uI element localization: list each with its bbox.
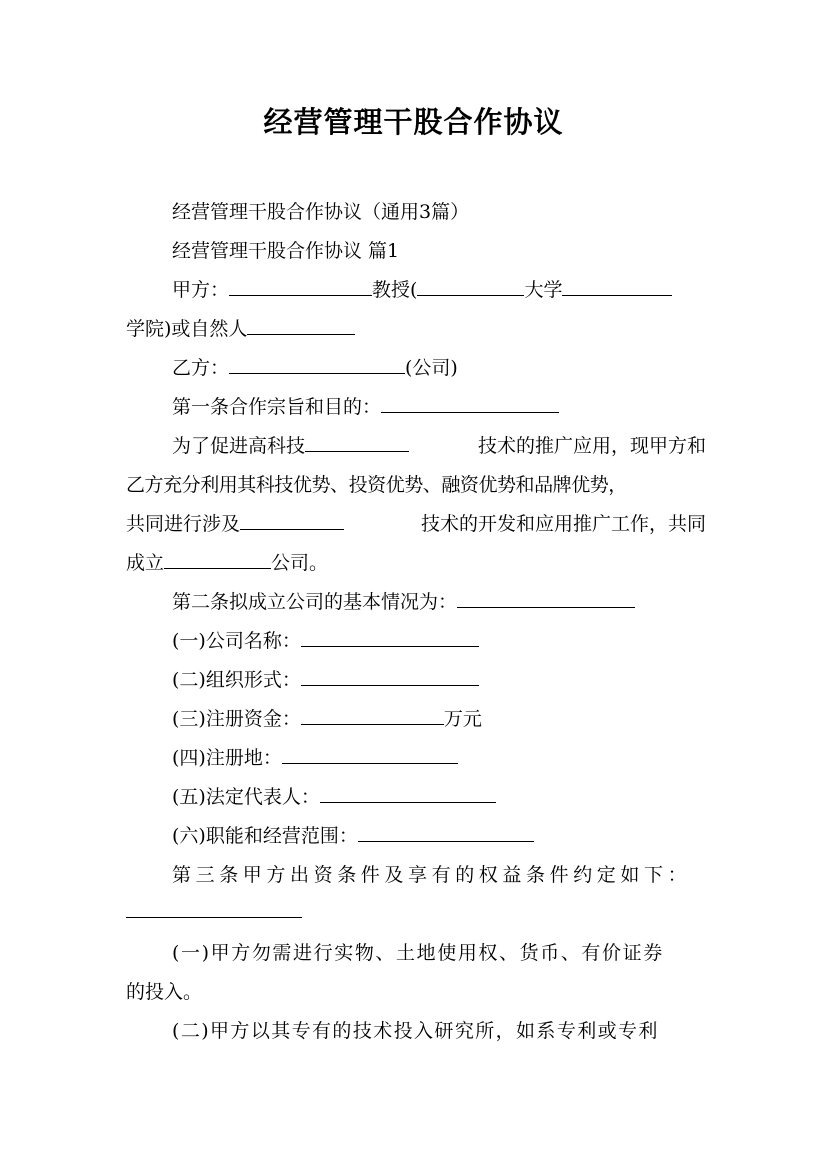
article-2-item-5 [172,782,706,812]
capital-unit: 万元 [443,708,482,730]
blank-field [229,355,405,374]
article-1-p3-end: 技术的开发和应用推广工作，共同 [420,513,706,535]
location-label: (四)注册地： [172,747,282,769]
article-2-heading-text: 第二条拟成立公司的基本情况为： [172,591,458,613]
company-name-label: (一)公司名称： [172,630,301,652]
blank-field [301,628,479,647]
org-form-label: (二)组织形式： [172,669,301,691]
blank-field [301,706,444,725]
article-2-item-1 [172,626,706,656]
blank-field [247,316,355,335]
blank-field [301,667,479,686]
article-3-item-2: (二)甲方以其专有的技术投入研究所，如系专利或专利 [172,1020,659,1042]
capital-label: (三)注册资金： [172,708,301,730]
blank-field [282,745,458,764]
blank-field [320,784,496,803]
article-2-heading [172,587,706,617]
blank-field [240,511,344,530]
article-1-p4-start: 成立 [126,552,165,574]
party-a-university: 大学 [524,279,563,301]
article-1-p1-start: 为了促进高科技 [172,435,306,457]
scope-label: (六)职能和经营范围： [172,825,358,847]
party-a-line [172,275,706,305]
article-1-para-3-left [126,509,344,539]
party-a-professor: 教授( [372,279,418,301]
blank-field [381,394,559,413]
party-a-line-2 [126,314,706,344]
article-1-heading [172,392,706,422]
blank-field [562,277,672,296]
subtitle: 经营管理干股合作协议（通用3篇） [172,201,470,223]
section-heading: 经营管理干股合作协议 篇1 [172,240,400,262]
article-2-item-3 [172,704,706,734]
party-b-line [172,353,706,383]
party-b-suffix: (公司) [405,357,458,379]
party-b-label: 乙方： [172,357,230,379]
article-1-para-1-left [172,431,409,461]
document-title: 经营管理干股合作协议 [263,105,564,139]
blank-field [305,433,409,452]
blank-field [457,589,635,608]
blank-field [229,277,372,296]
blank-field [358,823,534,842]
article-1-p4-end: 公司。 [271,552,329,574]
article-2-item-4 [172,743,706,773]
article-3-heading: 第三条甲方出资条件及享有的权益条件约定如下： [172,864,692,886]
blank-field [126,917,302,918]
blank-field [417,277,524,296]
article-1-para-2: 乙方充分利用其科技优势、投资优势、融资优势和品牌优势， [126,474,627,496]
article-2-item-6 [172,821,706,851]
article-1-para-3 [126,509,706,539]
blank-field [164,550,271,569]
article-1-heading-text: 第一条合作宗旨和目的： [172,396,382,418]
legal-rep-label: (五)法定代表人： [172,786,320,808]
article-1-p1-end: 技术的推广应用，现甲方和 [477,435,706,457]
party-a-label: 甲方： [172,279,230,301]
article-3-item-1: (一)甲方勿需进行实物、土地使用权、货币、有价证券 [172,942,664,964]
article-1-para-1 [172,431,706,461]
article-2-item-2 [172,665,706,695]
party-a-college: 学院)或自然人 [126,318,248,340]
article-1-p3-start: 共同进行涉及 [126,513,241,535]
article-1-para-4 [126,548,706,578]
article-3-item-1-cont: 的投入。 [126,981,203,1003]
